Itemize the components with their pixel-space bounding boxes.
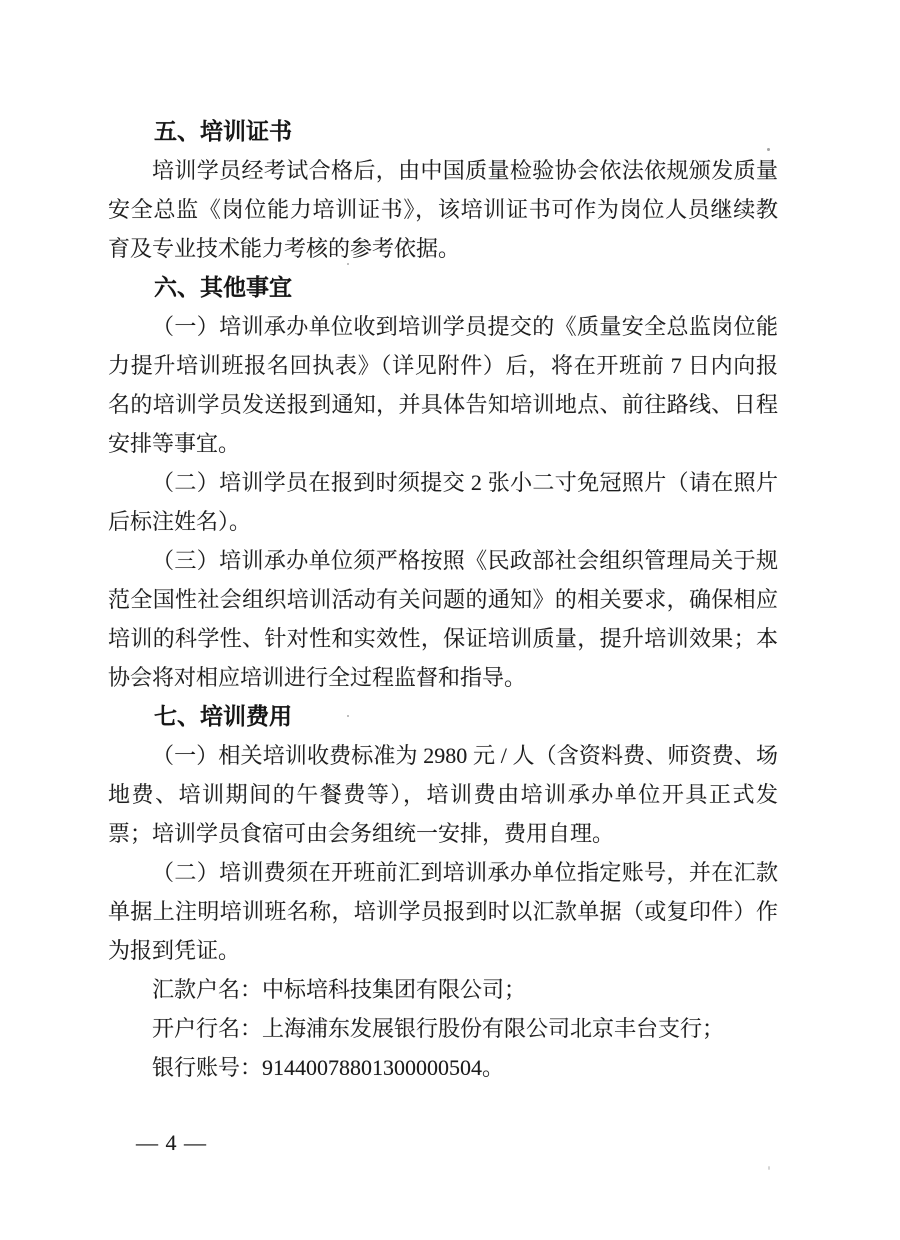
remittance-bank-name: 开户行名：上海浦东发展银行股份有限公司北京丰台支行； — [152, 1016, 725, 1041]
scan-speck — [347, 263, 349, 265]
section-heading-other-matters: 六、其他事宜 — [154, 274, 292, 300]
paragraph-other-matters-1: （一）培训承办单位收到培训学员提交的《质量安全总监岗位能力提升培训班报名回执表》（详见附件）后，将在开班前 7 日内向报名的培训学员发送报到通知，并具体告知培训地点、前往路线、日程安排等事宜。 — [108, 314, 778, 456]
scan-speck — [768, 1166, 770, 1170]
document-body — [108, 112, 778, 1087]
section-heading-training-certificate: 五、培训证书 — [154, 118, 292, 144]
paragraph-certificate-issuance: 培训学员经考试合格后，由中国质量检验协会依法依规颁发质量安全总监《岗位能力培训证书》，该培训证书可作为岗位人员继续教育及专业技术能力考核的参考依据。 — [108, 158, 778, 261]
scan-speck — [767, 148, 770, 151]
page-number: — 4 — — [136, 1130, 207, 1155]
paragraph-other-matters-3: （三）培训承办单位须严格按照《民政部社会组织管理局关于规范全国性社会组织培训活动有关问题的通知》的相关要求，确保相应培训的科学性、针对性和实效性，保证培训质量，提升培训效果；本协会将对相应培训进行全过程监督和指导。 — [108, 548, 778, 690]
paragraph-other-matters-2: （二）培训学员在报到时须提交 2 张小二寸免冠照片（请在照片后标注姓名）。 — [108, 470, 778, 534]
scan-speck — [347, 715, 349, 717]
remittance-account-name: 汇款户名：中标培科技集团有限公司； — [152, 977, 527, 1002]
paragraph-fees-1: （一）相关培训收费标准为 2980 元 / 人（含资料费、师资费、场地费、培训期间的午餐费等），培训费由培训承办单位开具正式发票；培训学员食宿可由会务组统一安排，费用自理。 — [108, 743, 778, 846]
section-heading-training-fees: 七、培训费用 — [154, 703, 292, 729]
remittance-account-number: 银行账号：91440078801300000504。 — [152, 1055, 505, 1080]
paragraph-fees-2: （二）培训费须在开班前汇到培训承办单位指定账号，并在汇款单据上注明培训班名称，培训学员报到时以汇款单据（或复印件）作为报到凭证。 — [108, 860, 778, 963]
